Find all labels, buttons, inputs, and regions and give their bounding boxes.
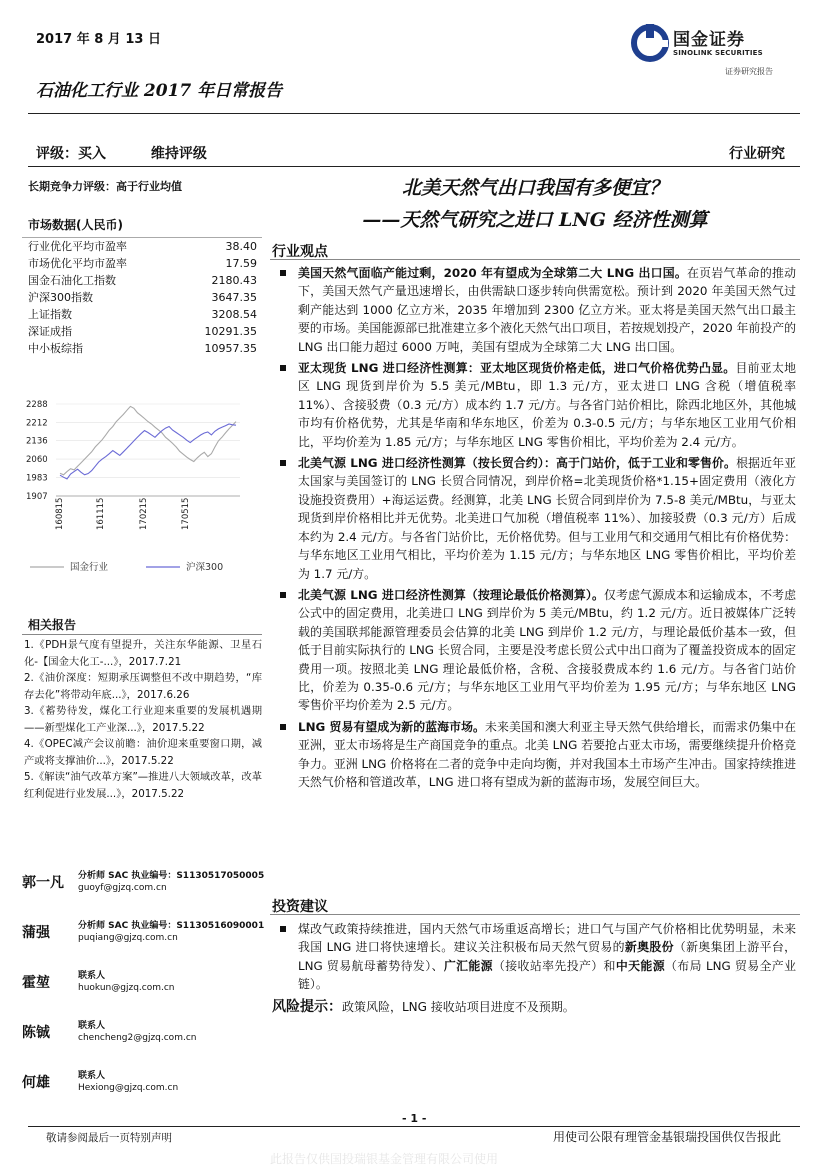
stock-name: 中天能源 — [615, 958, 665, 973]
view-bullet — [278, 718, 796, 792]
market-row — [22, 255, 262, 272]
market-row — [22, 289, 262, 306]
market-row — [22, 323, 262, 340]
bullet-lead: 北美气源 LNG 进口经济性测算（按理论最低价格测算）。 — [298, 587, 604, 602]
analyst-role: 联系人 — [78, 971, 106, 981]
market-value: 10291.35 — [204, 325, 257, 338]
y-tick-label: 2212 — [26, 418, 48, 429]
view-bullet — [278, 264, 796, 356]
bullet-square-icon — [280, 926, 286, 932]
y-tick-label: 1983 — [26, 473, 48, 484]
brand-subtitle: 证券研究报告 — [725, 67, 773, 76]
view-rule — [270, 259, 800, 260]
main-subtitle: ——天然气研究之进口 LNG 经济性测算 — [362, 209, 708, 231]
brand-name: 国金证券 — [673, 30, 745, 50]
market-label: 上证指数 — [28, 308, 72, 321]
y-tick-label: 2136 — [26, 436, 48, 447]
brand-logo — [630, 22, 800, 82]
analyst-list — [22, 866, 272, 1116]
analyst-email[interactable]: huokun@gjzq.com.cn — [78, 983, 175, 993]
view-bullet — [278, 454, 796, 583]
investment-bullet — [278, 920, 796, 994]
analyst-name: 蒲强 — [22, 925, 50, 941]
bullet-text: 目前亚太地区 LNG 现货到岸价为 5.5 美元/MBtu，即 1.3 元/方，亚太进口 LNG 含税（增值税率 11%）、含接驳费（0.3 元/方）成本约 1.7 元/方。与各省门站价相比，除西北地区外，其他城市均有价格优势，尤其是华南和华东地区，价差为 0.3-0.5 元/方；与华东地区工业用气价相比，平均价差为 1.85 元/方；与华东地区 LNG 零售价相比，平均价差为 2.4 元/方。 — [298, 361, 796, 449]
y-tick-label: 2060 — [26, 455, 48, 466]
analyst-name: 何雄 — [22, 1075, 50, 1091]
market-data-title: 市场数据(人民币) — [28, 218, 123, 232]
rating: 评级：买入 — [36, 146, 106, 162]
market-value: 17.59 — [225, 257, 257, 270]
analyst-entry — [22, 916, 272, 966]
analyst-name: 郭一凡 — [22, 875, 64, 891]
analyst-name: 陈铖 — [22, 1025, 50, 1041]
risk-warning — [272, 998, 575, 1016]
y-tick-label: 1907 — [26, 492, 48, 502]
legend-label: 沪深300 — [186, 562, 224, 573]
invest-text: （接收站率先投产）和 — [492, 958, 616, 973]
invest-text: 煤改气政策持续推进，国内天然气市场重返高增长；进口气与国产气价格相比优势明显，未来我国 LNG 进口将快速增长。建议关注积极布局天然气贸易的 — [298, 922, 796, 955]
y-tick-label: 2288 — [26, 400, 48, 410]
investment-heading: 投资建议 — [272, 899, 328, 915]
header-rule — [28, 113, 800, 114]
analyst-entry — [22, 1016, 272, 1066]
related-report-item[interactable]: 5.《解读“油气改革方案”—推进八大领域改革，改革红利促进行业发展...》，2017.5.22 — [24, 771, 262, 800]
analyst-role: 联系人 — [78, 1071, 106, 1081]
related-rule — [22, 634, 262, 635]
sidebar — [22, 178, 262, 357]
bullet-square-icon — [280, 270, 286, 276]
bullet-lead: 北美气源 LNG 进口经济性测算（按长贸合约）：高于门站价，低于工业和零售价。 — [298, 456, 737, 471]
analyst-role: 分析师 SAC 执业编号：S1130517050005 — [78, 871, 265, 881]
rating-rule — [28, 166, 800, 167]
footer-usage-note: 用使司公限有理管金基银瑞投国供仅告报此 — [552, 1130, 781, 1144]
bullet-text: 未来美国和澳大利亚主导天然气供给增长，而需求仍集中在亚洲，亚太市场将是生产商国竞争的重点。北美 LNG 若要抢占亚太市场，需要继续提升价格竞争力。亚洲 LNG 价格将在二者的竞争中走向均衡，并对我国本土市场产生冲击。国家持续推进天然气价格和管道改革，LNG 进口将有望成为新的蓝海市场，发展空间巨大。 — [298, 719, 796, 789]
stock-name: 新奥股份 — [624, 940, 674, 955]
bullet-text: 仅考虑气源成本和运输成本，不考虑公式中的固定费用，北美进口 LNG 到岸价为 5 美元/MBtu，约 1.2 元/方。近日被媒体广泛转载的美国联邦能源管理委员会估算的北美 LNG 到岸价 1.2 元/方，与理论最低价基本一致，但低于目前实际执行的 LNG 长贸合同，主要是没考虑长贸公式中出口商为了覆盖投资成本的固定费用一项。按照北美 LNG 理论最低价格，含税、含接驳费成本约 1.6 元/方。与各省门站价比，价差为 0.35-0.6 元/方；与华东地区工业用气平均价差为 1.95 元/方；与华东地区 LNG 零售价平均价差为 2.5 元/方。 — [298, 587, 796, 713]
analyst-role: 联系人 — [78, 1021, 106, 1031]
invest-text: （布局 LNG 贸易全产业链）。 — [298, 958, 796, 992]
page-number: - 1 - — [402, 1112, 427, 1125]
market-label: 中小板综指 — [28, 342, 83, 355]
bullet-text: 根据近年亚太国家与美国签订的 LNG 长贸合同情况，到岸价格=北美现货价格*1.15+固定费用（液化方设施投资费用）+海运运费。经测算，北美 LNG 长贸合同到岸价为 7.5-8 美元/MBtu，与亚太现货到岸价格相比并无优势。北美进口气加税（增值税率 11%）、加接驳费（0.3 元/方）后成本约为 2.4 元/方。与各省门站价比，无价格优势。但与工业用气和交通用气相比有价格优势：与华东地区工业用气相比，平均价差为 1.15 元/方；与华东地区 LNG 零售价相比，平均价差为 1.7 元/方。 — [298, 456, 796, 581]
index-chart-svg — [22, 388, 252, 588]
market-value: 3208.54 — [211, 308, 257, 321]
bullet-lead: LNG 贸易有望成为新的蓝海市场。 — [298, 719, 486, 734]
investment-section — [278, 920, 796, 997]
watermark: 此报告仅供国投瑞银基金管理有限公司使用 — [270, 1152, 499, 1166]
invest-text: （新奥集团上游平台，LNG 贸易航母蓄势待发）、 — [298, 940, 796, 973]
index-chart — [22, 388, 252, 588]
x-tick-label: 170215 — [139, 497, 149, 530]
rating-row — [36, 143, 247, 163]
market-value: 10957.35 — [204, 342, 257, 355]
rating-note: 维持评级 — [150, 146, 207, 162]
market-label: 深证成指 — [28, 325, 72, 338]
industry-view-bullets — [278, 264, 796, 794]
market-label: 国金石油化工指数 — [28, 274, 116, 287]
analyst-email[interactable]: puqiang@gjzq.com.cn — [78, 933, 178, 943]
report-series-title: 石油化工行业 2017 年日常报告 — [36, 81, 283, 101]
bullet-square-icon — [280, 460, 286, 466]
series-line-2 — [60, 424, 236, 479]
sinolink-logo-icon — [630, 22, 670, 64]
analyst-role: 分析师 SAC 执业编号：S1130516090001 — [78, 921, 265, 931]
investment-rule — [270, 914, 800, 915]
market-label: 市场优化平均市盈率 — [28, 257, 127, 270]
legend-label: 国金行业 — [70, 562, 109, 573]
analyst-email[interactable]: Hexiong@gjzq.com.cn — [78, 1083, 179, 1093]
related-reports-title: 相关报告 — [28, 618, 77, 632]
market-value: 3647.35 — [211, 291, 257, 304]
related-report-item[interactable]: 4.《OPEC减产会议前瞻：油价迎来重要窗口期，减产或将支撑油价...》，2017.5.22 — [24, 738, 262, 767]
market-row — [22, 306, 262, 323]
analyst-name: 霍堃 — [22, 975, 50, 991]
report-date: 2017 年 8 月 13 日 — [36, 32, 161, 47]
risk-label: 风险提示： — [272, 999, 342, 1015]
long-term-rating: 长期竞争力评级：高于行业均值 — [28, 180, 182, 193]
related-report-item[interactable]: 3.《蓄势待发，煤化工行业迎来重要的发展机遇期——新型煤化工产业深...》，2017.5.22 — [24, 705, 262, 734]
market-value: 2180.43 — [211, 274, 257, 287]
bullet-square-icon — [280, 365, 286, 371]
x-tick-label: 170515 — [181, 497, 191, 530]
analyst-entry — [22, 866, 272, 916]
brand-english-name: SINOLINK SECURITIES — [673, 49, 763, 57]
market-label: 行业优化平均市盈率 — [28, 240, 127, 253]
report-type: 行业研究 — [729, 146, 785, 162]
analyst-entry — [22, 1066, 272, 1116]
market-row — [22, 238, 262, 255]
market-value: 38.40 — [225, 240, 257, 253]
footer-rule — [28, 1126, 800, 1127]
market-label: 沪深300指数 — [28, 291, 93, 304]
bullet-lead: 美国天然气面临产能过剩，2020 年有望成为全球第二大 LNG 出口国。 — [298, 266, 688, 280]
view-bullet — [278, 359, 796, 451]
bullet-square-icon — [280, 724, 286, 730]
x-tick-label: 161115 — [96, 497, 106, 530]
related-report-item[interactable]: 1.《PDH景气度有望提升，关注东华能源、卫星石化-【国金大化工-...》，2017.7.21 — [24, 639, 262, 668]
analyst-entry — [22, 966, 272, 1016]
stock-name: 广汇能源 — [443, 958, 493, 973]
bullet-lead: 亚太现货 LNG 进口经济性测算：亚太地区现货价格走低，进口气价格优势凸显。 — [298, 361, 736, 376]
bullet-text: 在页岩气革命的推动下，美国天然气产量迅速增长，由供需缺口逐步转向供需宽松。预计到 2020 年美国天然气过剩产能达到 1000 亿立方米，2035 年增加到 2300 亿立方米。亚太将是美国天然气出口最主要的市场。美国能源部已批准建立多个液化天然气出口项目，若按规划投产，2020 年前投产的 LNG 出口能力超过 6000 万吨，美国有望成为全球第二大 LNG 出口国。 — [298, 266, 796, 354]
view-bullet — [278, 586, 796, 715]
related-reports-list — [24, 637, 262, 802]
analyst-email[interactable]: guoyf@gjzq.com.cn — [78, 883, 167, 893]
analyst-email[interactable]: chencheng2@gjzq.com.cn — [78, 1033, 197, 1043]
market-row — [22, 272, 262, 289]
market-row — [22, 340, 262, 357]
industry-view-heading: 行业观点 — [272, 244, 328, 260]
main-title: 北美天然气出口我国有多便宜？ — [401, 177, 668, 199]
risk-text: 政策风险，LNG 接收站项目进度不及预期。 — [342, 1000, 575, 1014]
market-data-table — [22, 237, 262, 357]
bullet-square-icon — [280, 592, 286, 598]
x-tick-label: 160815 — [55, 497, 65, 530]
disclaimer-note: 敬请参阅最后一页特别声明 — [46, 1132, 172, 1144]
related-report-item[interactable]: 2.《油价深度：短期承压调整但不改中期趋势，“库存去化”将带动年底...》，2017.6.26 — [24, 672, 262, 701]
